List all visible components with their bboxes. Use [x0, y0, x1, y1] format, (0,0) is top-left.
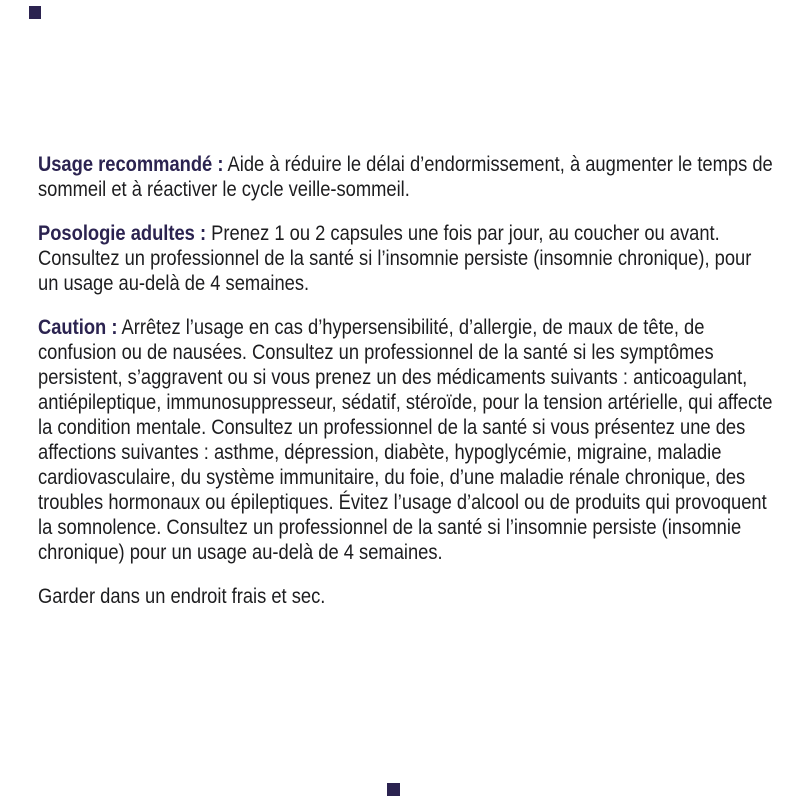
caution-text: Arrêtez l’usage en cas d’hypersensibilité, d’allergie, de maux de tête, de confusion ou de nausées. Consultez un professionnel de la santé si les symptômes persistent, s’aggravent ou si vous prenez un des médicaments suivants : anticoagulant, antiépileptique, immunosuppresseur, sédatif, stéroïde, pour la tension artérielle, qui affecte la condition mentale. Consultez un professionnel de la santé si vous présentez une des affections suivantes : asthme, dépression, diabète, hypoglycémie, migraine, maladie cardiovasculaire, du système immunitaire, du foie, d’une maladie rénale chronique, des troubles hormonaux ou épileptiques. Évitez l’usage d’alcool ou de produits qui provoquent la somnolence. Consultez un professionnel de la santé si l’insomnie persiste (insomnie chronique) pour un usage au-delà de 4 semaines. — [38, 316, 773, 564]
storage-text: Garder dans un endroit frais et sec. — [38, 585, 326, 608]
caution-heading: Caution : — [38, 316, 118, 339]
usage-heading: Usage recommandé : — [38, 153, 224, 176]
print-mark-top-left — [29, 6, 41, 19]
usage-paragraph — [38, 152, 773, 202]
usage-text: Aide à réduire le délai d’endormissement, à augmenter le temps de sommeil et à réactiver le cycle veille-sommeil. — [38, 153, 773, 201]
label-text-block — [38, 152, 773, 628]
storage-paragraph — [38, 584, 773, 609]
posologie-text: Prenez 1 ou 2 capsules une fois par jour, au coucher ou avant. Consultez un professionnel de la santé si l’insomnie persiste (insomnie chronique), pour un usage au-delà de 4 semaines. — [38, 222, 752, 295]
posologie-heading: Posologie adultes : — [38, 222, 207, 245]
caution-paragraph — [38, 315, 773, 565]
print-mark-bottom-center — [387, 783, 400, 796]
posologie-paragraph — [38, 221, 773, 296]
